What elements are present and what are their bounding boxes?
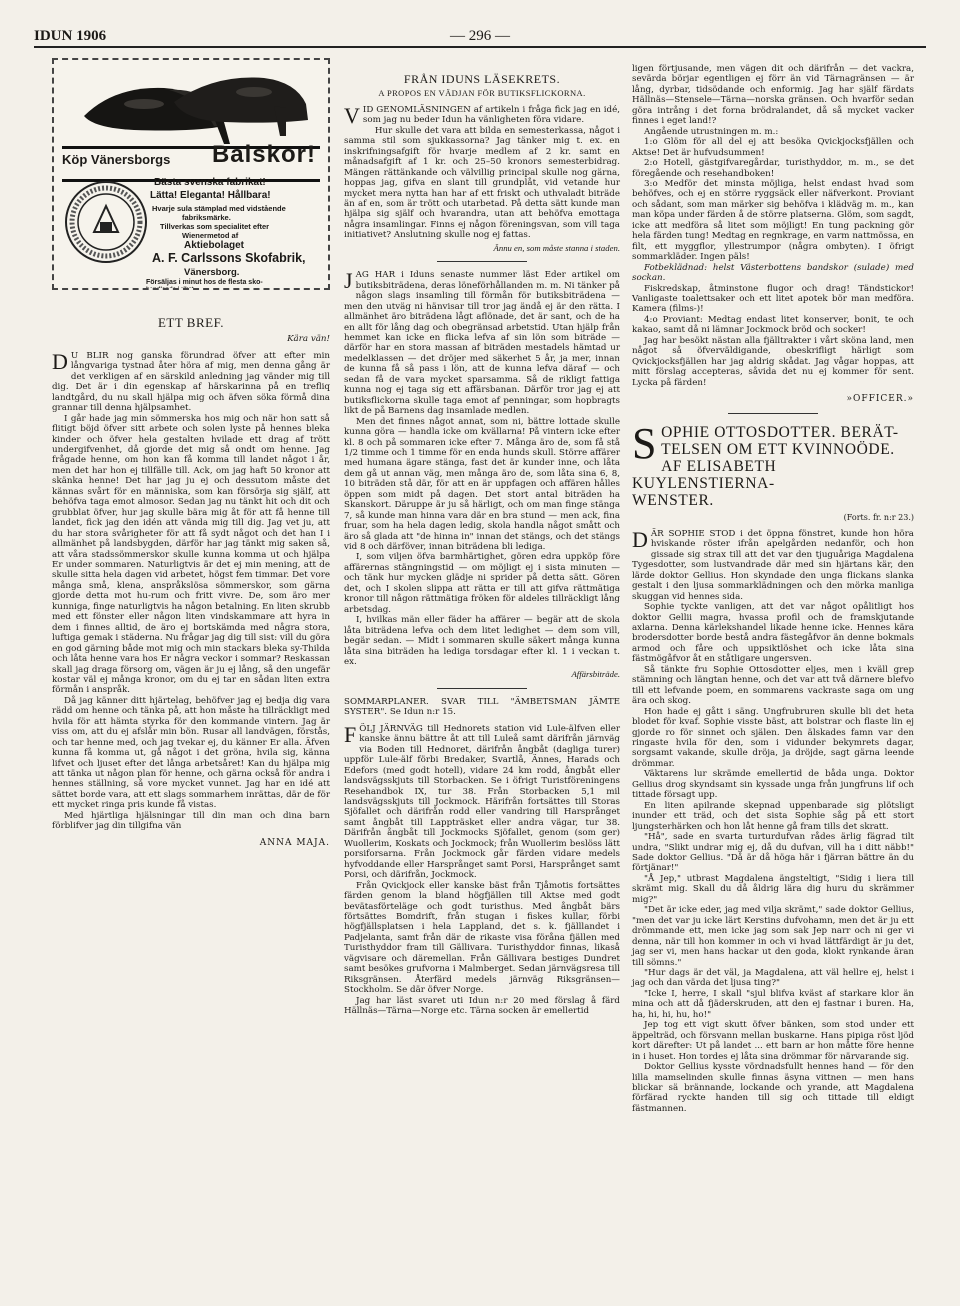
travel-p4: 2:o Hotell, gästgifvaregårdar, turisthyddor, m. m., se det föregående och resehandboken! — [632, 158, 914, 179]
ad-line-9: A. F. Carlssons Skofabrik, — [152, 251, 306, 265]
column-1 — [52, 58, 330, 848]
reader-sig-1: Ännu en, som måste stanna i staden. — [493, 242, 620, 253]
divider-1 — [437, 261, 527, 262]
story-title-line1: OPHIE OTTOSDOTTER. BERÄT- — [661, 423, 899, 441]
advertisement — [52, 58, 330, 290]
story-p13: Doktor Gellius kysste vördnadsfullt hennes hand — för den lilla mamselinden skulle finnas äsyna vittnen — men hans blickar sä brännande, lockande och yrande, att Magdalena förfärad ryckte handen till sig och tittade till eldigt fästmannen. — [632, 1062, 914, 1114]
letter-p1-text: U BLIR nog ganska förundrad öfver att efter min långvariga tystnad åter höra af mig, men denna gång är det verkligen af en särskild anledning jag vänder mig till dig. Det är i din egenskap af härskarinna på en trefliq landtgård, du nu skall hjälpa mig och äfven söka förmå dina grannar till denna hjälpsamhet. — [52, 350, 330, 414]
ad-balskor: Balskor! — [211, 141, 316, 168]
journal-title: IDUN 1906 — [34, 28, 107, 44]
story-p1-text: ÄR SOPHIE STOD i det öppna fönstret, kunde hon höra hviskande röster ifrån apelgården nedanför, och hon gissade sig strax till att det var den tjuguåriga Magdalena Tygesdotter, som lustvandrade där med sin hjärtans kär, den lärde doktor Gellius. Hon skyndade den unga flickans slanka gestalt i den ljusa sommarklädningen och den mörka manliga skuggan vid hennes sida. — [632, 528, 914, 602]
ad-line-5: fabriksmärke. — [182, 213, 231, 222]
letter-p2: I går hade jag min sömmerska hos mig och när hon satt så flitigt böjd öfver sitt arbete och solen lyste på hennes bleka kinder och öfver hela gestalten hvilade ett drag af trött undergifvenhet, då gjorde det mig så ondt om henne. Jag frågade henne, om hon kan få komma till landet något i år, men det har hon ej tillfälle till. Ack, om jag haft 50 kronor att skänka henne! Det har jag ju ej och dessutom måste det kännas svårt för en människa, som kan försörja sig själf, att behöfva taga emot almosor. Sedan jag nu tänkt hit och dit och grubblat öfver, hur jag skulle bära mig åt för att få henne till landet, fick jag den idén att vända mig till dig. Jag vet ju, att du har stora svårigheter för att få sydt något och det han I i allmänhet på landsbygden, därför har jag tänkt mig saken så, att våra stadssömmerskor skulle kunna komma ut och hjälpa Er under sommaren. Naturligtvis är det ej min mening, att de skulle sitta hela dagen vid arbetet, högst fem timmar. Det vore många små, klena, anspråkslösa sömmerskor, som gärna gjorde detta mot hu-rum och fritt vivre. De, som äro mer kunniga, finge naturligtvis ha någon betalning. En liten skrubb med ett fönster eller någon liten vindskammare att hyra in dem i finnes alltid, de äro ej bortskämda med några stora, luftiga gemak i städerna. Nu frågar jag dig till sist: vill du göra en god gärning både mot mig och min stackars bleka sy-Thilda och låta henne vara hos Er några veckor i sommar? Reskassan skall jag draga försorg om, vägen är ju ej lång, så den ungefär kostar väl ej många kronor, om du ej tar en sådan liten extra förmån i anspråk. — [52, 413, 330, 696]
travel-p7: Fiskredskap, åtminstone flugor och drag! Tändstickor! Vanligaste toalettsaker och ett litet apotek bör man medföra. Kamera (films-)! — [632, 283, 914, 315]
reader-p3-text: AG HAR i Iduns senaste nummer läst Eder artikel om butiksbiträdena, deras löneförhållanden m. m. Ni tänker på någon slags insamling till förmån för butiksbiträdena — men den utväg ni hänvisar till tror jag ändå ej är den rätta. I allmänhet äro biträdena lågt aflönade, det är sant, och de ha en allt för lång dag och obegränsad arbetstid. Utan hjälp från hemmet kan icke en flicka lefva af sin lön som biträde — därför har en stora massan af biträden mestadels hämtad ur medelklassen — det dröjer med säkerhet 5 år, ja mer, innan de kunna få så pass i lön, att de kunna lefva däraf — och sedan få de vara mycket sparsamma. Så de rikligt fattiga kunna nog ej taga sig ett affärsbanan. Därför tror jag ej att butiksflickorna skulle taga emot af penningar, som hopbragts likt de på Barnens dag insamlade medlen. — [344, 270, 620, 417]
story-p11: "Icke I, herre, I skall "sjul blifva kväst af starkare klor än mina och att då fjäderskruden, att den ej fastnar i buren. Ha, ha, hi, hi, hu, ho!" — [632, 988, 914, 1020]
story-p8: "Å Jep," utbrast Magdalena ängsteltigt, "Sidig i liera till skrämt mig. Skall du då åldrig lära dig huru du skrämmer mig?" — [632, 873, 914, 905]
story-title — [632, 418, 914, 509]
reader-p8: Från Qvickjock eller kanske bäst från Tjåmotis fortsättes färden genom la bland högfjällen till Aktse med godt bevätasförteläge och godt turisthus. Med ångbåt bärs förtsättes Bomdrift, från stugan i fiskes kullar, förbi högfjällsplatsen i hela Lappland, det s. k. fjälllandet i Padjelanta, samt från där de rikaste visa föråna fjällen med Turisthyddor fram till Gällivara. Turisthyddor finnas, likaså vägvisare och däremellan. Från Gällivara bestiges Dundret samt besökes grufvorna i Malmberget. Sedan järnvägsresa till Riksgränsen. Återfärd medels järnväg Riksgränsen—Stockholm. Se där öfver Norge. — [344, 880, 620, 996]
letter-p1 — [52, 348, 330, 414]
trademark-seal — [64, 180, 148, 264]
letter-signature: ANNA MAJA. — [259, 837, 330, 848]
story-p2: Sophie tyckte vanligen, att det var något opålitligt hos doktor Gellii magra, hvassa profil och de framskjutande axlarna. Denna kärlekshandel likade henne icke. Hennes kära brodersdotter borde bestå andra fästegåfvor än denne bokmals armod och fåre och uppsiktlöshet och icke låta sina fästmögåfvor åt en ståtligare ungersven. — [632, 602, 914, 665]
reader-sig-2: Affärsbiträde. — [571, 669, 620, 680]
section-subtitle: A PROPOS EN VÄDJAN FÖR BUTIKSFLICKORNA. — [378, 88, 586, 99]
reader-p7-text: ÖLJ JÄRNVÄG till Hednorets station vid Lule-älfven eller kanske ännu bättre åt att till Luleå samt därifrån järnväg via Boden till Hednoret, därifrån ångbåt (dagliga turer) uppför Lule-älf förbi Bredaker, Svartlå, Ännes, Harads och Edefors (med godt hotell), vidare 24 km rodd, ångbåt eller landsvägsskjuts till Storbacken. Se i öfrigt Turistföreningens Resehandbok IX, tur 38. Från Storbacken 5,1 mil landsvägsskjuts till Jockmock. Härifrån fortsättes till Storas Sjöfallet och därifrån rodd eller vandring till Harsprånget samt ångbåt till Lappträsket eller andra vägar, tur 38. Därifrån ångbåt till Jockmocks Sjöfallet, genom (som ger) Wuollerim, Koskats och Jockmock; från Wuollerim beslöss lätt porsiforsarna. Från Jockmock går färden vidare medels hyfvoddande eller Harsprånget samt Porsi, Harsprånget samt Porsi, och därifrån, Jockmock. — [344, 723, 620, 881]
travel-p5: 3:o Medför det minsta möjliga, helst endast hvad som behöfves, och ej en större ryggsäck eller näfverkont. Proviant och sådant, som man märker sig behöfva i klädväg m. m., kan man köpa under färden å de större platserna. Glöm, som sagdt, icke att medföra så litet som möjligt! En tung packning gör hela färden tung! Medtag en regnkrage, en varm nattmössa, en filt, ett myggflor, yllestrumpor (några ombyten). I öfrigt sommarkläder. Ingen päls! — [632, 178, 914, 263]
ad-buy-text: Köp Vänersborgs — [62, 152, 171, 167]
running-head — [34, 26, 926, 48]
story-p4: Hon hade ej gått i säng. Ungfrubruren skulle bli det heta blodet för kvaf. Sophie visste bäst, att bolstrar och flaste lin ej gjorde ro för sinnet och själen. Den älskades famn var den ringaste hvila för den, som i vidunder bekymrets dagar, sorgsamt vakande, skulle dröja, ja dröjde, sagt gärna leende drömmar. — [632, 706, 914, 769]
shoes-illustration — [74, 66, 314, 146]
travel-p6: Fotbeklädnad: helst Västerbottens bandskor (sulade) med sockan. — [632, 262, 914, 284]
ad-line-4: Hvarje sula stämplad med vidstående — [152, 204, 286, 213]
dropcap-j: J — [344, 268, 353, 294]
story-p1 — [632, 526, 914, 602]
reader-p5: I, som viljen öfva barmhärtighet, gören edra uppköp före affärernas stängningstid — om möjligt ej i sista minuten — och tänk hur mycken glädje ni sprider på detta sätt. Gören det, och I skolen slippa att rätta er till att gifva rättmätiga kronor till någon rättmätiga fröken för aldeles tillräckligt lång arbetsdag. — [344, 552, 620, 615]
divider-2 — [437, 688, 527, 689]
reader-p3 — [344, 270, 620, 416]
travel-p3: 1:o Glöm för all del ej att besöka Qvickjocksfjällen och Aktse! Det är hufvudsummen! — [632, 137, 914, 158]
sommarplaner-heading: SOMMARPLANER. SVAR TILL "ÄMBETSMAN JÄMTE SYSTER". Se Idun n:r 15. — [344, 696, 620, 718]
ad-line-12: handlande i riket. — [146, 287, 196, 290]
dropcap-v: V — [344, 102, 360, 128]
travel-p2: Angående utrustningen m. m.: — [644, 126, 779, 137]
page-number: — 296 — — [450, 28, 510, 44]
ad-line-10: Vänersborg. — [184, 267, 240, 278]
ad-line-11: Försäljas i minut hos de flesta sko- — [146, 279, 263, 286]
ad-line-6: Tillverkas som specialitet efter — [160, 222, 270, 231]
travel-p9: Jag har besökt nästan alla fjälltrakter i vårt sköna land, men något så öfverväldigande, obeskrifligt härligt som Qvickjocksfjällen har jag aldrig skådat. Jag vågar hoppas, att mitt förslag accepteras, såvida det nu ej kommer för sent. Lycka på färden! — [632, 335, 914, 388]
ad-line-2: Bästa svenska fabrikat! — [154, 177, 266, 188]
reader-p7 — [344, 721, 620, 881]
story-p3: Så tänkte fru Sophie Ottosdotter eljes, men i kväll grep stämning och längtan henne, och det var att två därnere blefvo till ett lefvande poem, en sommarens vackraste saga om ung ära och skog. — [632, 664, 914, 707]
letter-greeting: Kära vän! — [287, 334, 330, 345]
story-p9: "Det är icke eder, jag med vilja skrämt," sade doktor Gellius, "men det var ju icke lärt Kerstins dufvohamn, men det är ju ett drömmande ett, men icke jag som sak Jep narr och ni ger vi denna, när till hon kommer in och vi hvad lättfärdigt är ju det, jag ser vi, men hans hackar ut den goda, klokt rynkande äran till sömns." — [632, 905, 914, 968]
column-3 — [632, 64, 914, 1114]
dropcap-d: D — [52, 348, 68, 374]
section-title: FRÅN IDUNS LÄSEKRETS. — [403, 72, 561, 86]
reader-p6: I, hvilkas män eller fäder ha affärer — begär att de skola låta biträdena lefva och dem litet ledighet — dem som vill, begär sedan. — Midt i sommaren skulle säkert många kunna låta sina biträden ha lediga torsdagar efter kl. 1 i veckan t. ex. — [344, 615, 620, 668]
reader-p9: Jag har läst svaret uti Idun n:r 20 med förslag å färd Hällnäs—Tärna—Norge etc. Tärna socken är emellertid — [344, 995, 620, 1017]
divider-3 — [728, 413, 818, 414]
dropcap-f: F — [344, 721, 357, 747]
ad-line-3: Lätta! Eleganta! Hållbara! — [150, 190, 271, 201]
story-p7: "Hå", sade en svarta turturdufvan rådes ärlig fägrad tilt undra, "Slikt undrar mig ej, då du dufvan, vill ha i ditt näbb!" Sade doktor Gellius. "Då är då höga här i fjärran bättre än du förtjänar!" — [632, 832, 914, 874]
ad-line-8: Aktiebolaget — [184, 240, 245, 251]
story-p12: Jep tog ett vigt skutt öfver bänken, som stod under ett äppelträd, och försvann mellan buskarne. Hans pipiga röst ljöd kort därefter: Ut på landet ... ett barn ar hon måtte före henne in i huset. Hon tordes ej låta sina drömmar för närvarande sig. — [632, 1020, 914, 1062]
reader-p4: Men det finnes något annat, som ni, bättre lottade skulle kunna göra — handla icke om kvällarna! På vintern icke efter kl. 8 och på sommaren icke efter 7. Många äro de, som få stå 1/2 timme och 1 timme för en enda hunds skull. Större affärer med humana ägare stänga, fast det är kunder inne, och låta dem gå ut annan väg, men många äro de, som låta sina 6, 8, 10 biträden stå där, för att en är uppfagen och affären hålles öppen som midt på dagen. Det stort antal biträden ha Skanskort. Däruppe är ju så härligt, och om man finge stänga 7, så kunde man hinna vara där en bra stund — men ack, fina fruar, som ha hela dagen ledig, skola handla något smått och äro så glada att "de hinna in" innan det stängs, och det stängs vid 8 och därföver, innan biträdena bli lediga. — [344, 416, 620, 553]
travel-p1: ligen förtjusande, men vägen dit och därifrån — det vackra, sevärda börjar egentligen ej förr än vid Tärnagränsen — är lång, dyrbar, tidsödande och enformig. Jag har själf färdats Hällnäs—Stensele—Tärna—norska gränsen. Och hvarför sedan göra intrång i det forna brödralandet, då så mycket vacker finnes i eget land!? — [632, 64, 914, 127]
story-p5: Väktarens lur skrämde emellertid de båda unga. Doktor Gellius drog skyndsamt sin kyssade unga från jungfruns lif och tittade försagt upp. — [632, 769, 914, 801]
story-title-line4: WENSTER. — [632, 491, 714, 509]
story-p10: "Hur dags är det väl, ja Magdalena, att väl hellre ej, helst i jag och dan värda det ljusa ting?" — [632, 967, 914, 989]
continued-note: (Forts. fr. n:r 23.) — [843, 512, 914, 522]
travel-signature: »OFFICER.» — [846, 394, 914, 405]
letter-title: ETT BREF. — [157, 315, 225, 330]
letter-p4: Med hjärtliga hjälsningar till din man och dina barn förblifver jag din tillgifna vän — [52, 810, 330, 832]
story-title-line2: TELSEN OM ETT KVINNOÖDE. — [661, 440, 895, 458]
ad-line-7: Wienermetod af — [182, 231, 239, 240]
reader-p1 — [344, 102, 620, 128]
story-title-cap: S — [632, 418, 658, 468]
story-title-line3: AF ELISABETH KUYLENSTIERNA- — [632, 457, 777, 492]
dropcap-d2: D — [632, 526, 648, 552]
travel-p8: 4:o Proviant: Medtag endast litet konserver, bonit, te och kakao, samt då ni lämnar Jockmock bröd och socker! — [632, 314, 914, 336]
story-p6: En liten apilrande skepnad uppenbarade sig plötsligt inunder ett träd, och det sista Sophie såg på ett stort ljungsterhärken och hon låt henne gå fram tills det skratt. — [632, 800, 914, 832]
letter-p3: Då jag känner ditt hjärtelag, behöfver jag ej bedja dig vara rädd om henne och tänka på, att hon måste ha tillräckligt med hvila för att hämta styrka för den kommande vintern. Jag är viss om, att du ej afslår min bön. Rusar all landvägen, förstås, och tar henne med, och jag tvekar ej, du känner Er alla. Äfven kunna få komma ut, gå något i det gröna, hvila sig, känna lifvet och ljuset efter det långa arbetsåret! Kan du hjälpa mig att tänka ut någon plan för henne, och gärna också för andra i hennes ställning, så vore mycket vunnet. Jag har en idé att sättet borde vara, att ett slags sommarhem inrättas, där de för ett mycket ringa pris kunde få vistas. — [52, 695, 330, 811]
reader-p2: Hur skulle det vara att bilda en semesterkassa, något i samma stil som sjukkassorna? Jag tänker mig t. ex. en inskrifningsafgift för hvarje medlem af 2 kr. samt en månadsafgift af 1 kr. och 25–50 kronors semesterbidrag. Mängen rättänkande och välvillig principal skulle nog gärna, hoppas jag, gifva en slant till grundplåt, vid vetande hur mycket mera nytta han har af ett friskt och uthvaladt biträde än af en, som är trött och utarbetad. På detta sätt kunde man hjälpa sig själf och hvarandra, utan att behöfva emottaga några insamlingar. Finns ej någon föreningsvan, som vill taga initiativet? Anslutning skulle nog ej fattas. — [344, 125, 620, 241]
column-2 — [344, 68, 620, 1017]
reader-p1-text: ID GENOMLÄSNINGEN af artikeln i fråga fick jag en idé, som jag nu beder Idun ha vänligheten föra vidare. — [362, 104, 620, 126]
